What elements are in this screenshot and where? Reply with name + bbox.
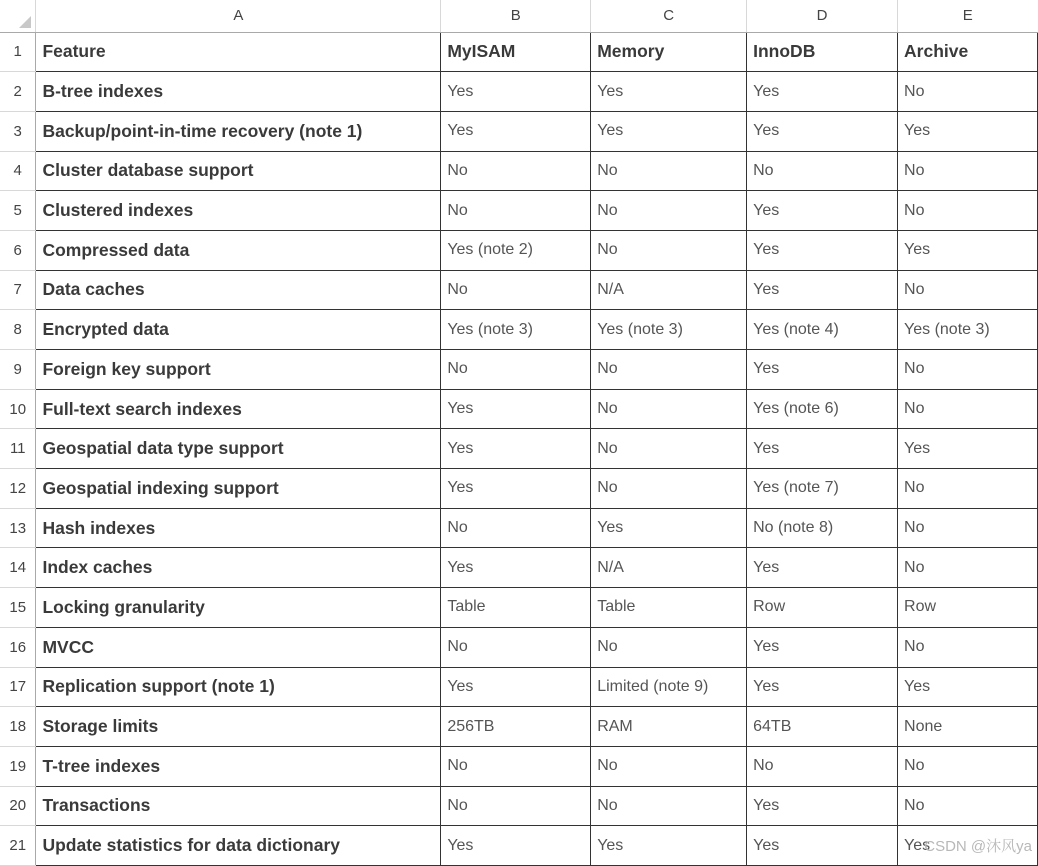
- cell-c21[interactable]: Yes: [591, 826, 747, 866]
- cell-a20[interactable]: Transactions: [36, 786, 441, 826]
- column-header-d[interactable]: D: [747, 0, 898, 32]
- row-header[interactable]: 9: [0, 350, 36, 390]
- row-header[interactable]: 6: [0, 230, 36, 270]
- cell-a18[interactable]: Storage limits: [36, 707, 441, 747]
- cell-c5[interactable]: No: [591, 191, 747, 231]
- cell-d10[interactable]: Yes (note 6): [747, 389, 898, 429]
- cell-d6[interactable]: Yes: [747, 230, 898, 270]
- cell-c15[interactable]: Table: [591, 588, 747, 628]
- cell-d14[interactable]: Yes: [747, 548, 898, 588]
- cell-c2[interactable]: Yes: [591, 72, 747, 112]
- cell-a19[interactable]: T-tree indexes: [36, 746, 441, 786]
- cell-c8[interactable]: Yes (note 3): [591, 310, 747, 350]
- cell-e19[interactable]: No: [898, 746, 1038, 786]
- cell-a12[interactable]: Geospatial indexing support: [36, 469, 441, 509]
- cell-d12[interactable]: Yes (note 7): [747, 469, 898, 509]
- column-header-row: [0, 0, 1038, 32]
- row-header[interactable]: 12: [0, 469, 36, 509]
- table-row: [0, 429, 1038, 469]
- cell-c14[interactable]: N/A: [591, 548, 747, 588]
- cell-a16[interactable]: MVCC: [36, 627, 441, 667]
- cell-a11[interactable]: Geospatial data type support: [36, 429, 441, 469]
- cell-d5[interactable]: Yes: [747, 191, 898, 231]
- row-header[interactable]: 14: [0, 548, 36, 588]
- cell-c11[interactable]: No: [591, 429, 747, 469]
- cell-e5[interactable]: No: [898, 191, 1038, 231]
- table-row: [0, 667, 1038, 707]
- watermark: CSDN @沐风ya: [924, 838, 1032, 855]
- cell-e4[interactable]: No: [898, 151, 1038, 191]
- cell-b12[interactable]: Yes: [441, 469, 591, 509]
- table-row: [0, 230, 1038, 270]
- cell-c1[interactable]: Memory: [591, 32, 747, 72]
- cell-b15[interactable]: Table: [441, 588, 591, 628]
- row-header[interactable]: 3: [0, 111, 36, 151]
- cell-b9[interactable]: No: [441, 350, 591, 390]
- cell-b1[interactable]: MyISAM: [441, 32, 591, 72]
- cell-b4[interactable]: No: [441, 151, 591, 191]
- cell-d3[interactable]: Yes: [747, 111, 898, 151]
- cell-d16[interactable]: Yes: [747, 627, 898, 667]
- row-header[interactable]: 16: [0, 627, 36, 667]
- cell-e13[interactable]: No: [898, 508, 1038, 548]
- cell-b10[interactable]: Yes: [441, 389, 591, 429]
- cell-c6[interactable]: No: [591, 230, 747, 270]
- row-header[interactable]: 17: [0, 667, 36, 707]
- table-row: [0, 588, 1038, 628]
- table-row: [0, 151, 1038, 191]
- cell-d7[interactable]: Yes: [747, 270, 898, 310]
- row-header[interactable]: 10: [0, 389, 36, 429]
- cell-a8[interactable]: Encrypted data: [36, 310, 441, 350]
- cell-b21[interactable]: Yes: [441, 826, 591, 866]
- cell-a1[interactable]: Feature: [36, 32, 441, 72]
- row-header[interactable]: 7: [0, 270, 36, 310]
- cell-c7[interactable]: N/A: [591, 270, 747, 310]
- cell-e20[interactable]: No: [898, 786, 1038, 826]
- cell-a4[interactable]: Cluster database support: [36, 151, 441, 191]
- row-header[interactable]: 4: [0, 151, 36, 191]
- cell-d9[interactable]: Yes: [747, 350, 898, 390]
- cell-e17[interactable]: Yes: [898, 667, 1038, 707]
- cell-c19[interactable]: No: [591, 746, 747, 786]
- cell-a9[interactable]: Foreign key support: [36, 350, 441, 390]
- cell-a14[interactable]: Index caches: [36, 548, 441, 588]
- cell-e12[interactable]: No: [898, 469, 1038, 509]
- cell-e9[interactable]: No: [898, 350, 1038, 390]
- row-header[interactable]: 11: [0, 429, 36, 469]
- row-header[interactable]: 21: [0, 826, 36, 866]
- row-header[interactable]: 8: [0, 310, 36, 350]
- row-header[interactable]: 15: [0, 588, 36, 628]
- table-row: [0, 508, 1038, 548]
- cell-d4[interactable]: No: [747, 151, 898, 191]
- cell-c17[interactable]: Limited (note 9): [591, 667, 747, 707]
- cell-d2[interactable]: Yes: [747, 72, 898, 112]
- cell-e15[interactable]: Row: [898, 588, 1038, 628]
- cell-b17[interactable]: Yes: [441, 667, 591, 707]
- cell-e21[interactable]: Yes: [898, 826, 1038, 866]
- cell-c18[interactable]: RAM: [591, 707, 747, 747]
- cell-e11[interactable]: Yes: [898, 429, 1038, 469]
- table-row: [0, 111, 1038, 151]
- cell-a2[interactable]: B-tree indexes: [36, 72, 441, 112]
- select-all-corner[interactable]: [0, 0, 36, 32]
- cell-d13[interactable]: No (note 8): [747, 508, 898, 548]
- cell-d15[interactable]: Row: [747, 588, 898, 628]
- cell-e2[interactable]: No: [898, 72, 1038, 112]
- cell-a10[interactable]: Full-text search indexes: [36, 389, 441, 429]
- table-row: [0, 350, 1038, 390]
- cell-c16[interactable]: No: [591, 627, 747, 667]
- cell-b2[interactable]: Yes: [441, 72, 591, 112]
- cell-e16[interactable]: No: [898, 627, 1038, 667]
- cell-c9[interactable]: No: [591, 350, 747, 390]
- cell-c4[interactable]: No: [591, 151, 747, 191]
- cell-b11[interactable]: Yes: [441, 429, 591, 469]
- cell-a3[interactable]: Backup/point-in-time recovery (note 1): [36, 111, 441, 151]
- cell-b20[interactable]: No: [441, 786, 591, 826]
- column-header-b[interactable]: B: [441, 0, 591, 32]
- cell-c20[interactable]: No: [591, 786, 747, 826]
- cell-c12[interactable]: No: [591, 469, 747, 509]
- table-row: [0, 548, 1038, 588]
- cell-e7[interactable]: No: [898, 270, 1038, 310]
- table-row: [0, 746, 1038, 786]
- cell-b14[interactable]: Yes: [441, 548, 591, 588]
- cell-c3[interactable]: Yes: [591, 111, 747, 151]
- row-header[interactable]: 2: [0, 72, 36, 112]
- cell-d11[interactable]: Yes: [747, 429, 898, 469]
- cell-d1[interactable]: InnoDB: [747, 32, 898, 72]
- cell-d17[interactable]: Yes: [747, 667, 898, 707]
- cell-d20[interactable]: Yes: [747, 786, 898, 826]
- table-row: [0, 826, 1038, 866]
- table-row: [0, 270, 1038, 310]
- cell-b6[interactable]: Yes (note 2): [441, 230, 591, 270]
- column-header-c[interactable]: C: [591, 0, 747, 32]
- column-header-e[interactable]: E: [898, 0, 1038, 32]
- table-row: [0, 627, 1038, 667]
- cell-e18[interactable]: None: [898, 707, 1038, 747]
- table-row: [0, 389, 1038, 429]
- cell-b8[interactable]: Yes (note 3): [441, 310, 591, 350]
- cell-e14[interactable]: No: [898, 548, 1038, 588]
- cell-b5[interactable]: No: [441, 191, 591, 231]
- table-row: [0, 469, 1038, 509]
- cell-d19[interactable]: No: [747, 746, 898, 786]
- cell-a21[interactable]: Update statistics for data dictionary: [36, 826, 441, 866]
- table-row: [0, 310, 1038, 350]
- row-header[interactable]: 18: [0, 707, 36, 747]
- table-row: [0, 32, 1038, 72]
- cell-b3[interactable]: Yes: [441, 111, 591, 151]
- table-row: [0, 786, 1038, 826]
- cell-a5[interactable]: Clustered indexes: [36, 191, 441, 231]
- cell-c13[interactable]: Yes: [591, 508, 747, 548]
- cell-b16[interactable]: No: [441, 627, 591, 667]
- table-row: [0, 191, 1038, 231]
- cell-d8[interactable]: Yes (note 4): [747, 310, 898, 350]
- cell-a6[interactable]: Compressed data: [36, 230, 441, 270]
- cell-b18[interactable]: 256TB: [441, 707, 591, 747]
- table-row: [0, 72, 1038, 112]
- cell-e3[interactable]: Yes: [898, 111, 1038, 151]
- cell-e6[interactable]: Yes: [898, 230, 1038, 270]
- cell-c10[interactable]: No: [591, 389, 747, 429]
- select-all-icon: [19, 16, 31, 28]
- row-header[interactable]: 19: [0, 746, 36, 786]
- row-header[interactable]: 1: [0, 32, 36, 72]
- table-row: [0, 707, 1038, 747]
- cell-d21[interactable]: Yes: [747, 826, 898, 866]
- cell-e8[interactable]: Yes (note 3): [898, 310, 1038, 350]
- row-header[interactable]: 5: [0, 191, 36, 231]
- column-header-a[interactable]: A: [36, 0, 441, 32]
- cell-a17[interactable]: Replication support (note 1): [36, 667, 441, 707]
- cell-b19[interactable]: No: [441, 746, 591, 786]
- row-header[interactable]: 13: [0, 508, 36, 548]
- cell-a7[interactable]: Data caches: [36, 270, 441, 310]
- cell-e10[interactable]: No: [898, 389, 1038, 429]
- cell-d18[interactable]: 64TB: [747, 707, 898, 747]
- cell-b7[interactable]: No: [441, 270, 591, 310]
- cell-e1[interactable]: Archive: [898, 32, 1038, 72]
- row-header[interactable]: 20: [0, 786, 36, 826]
- cell-a15[interactable]: Locking granularity: [36, 588, 441, 628]
- cell-b13[interactable]: No: [441, 508, 591, 548]
- cell-a13[interactable]: Hash indexes: [36, 508, 441, 548]
